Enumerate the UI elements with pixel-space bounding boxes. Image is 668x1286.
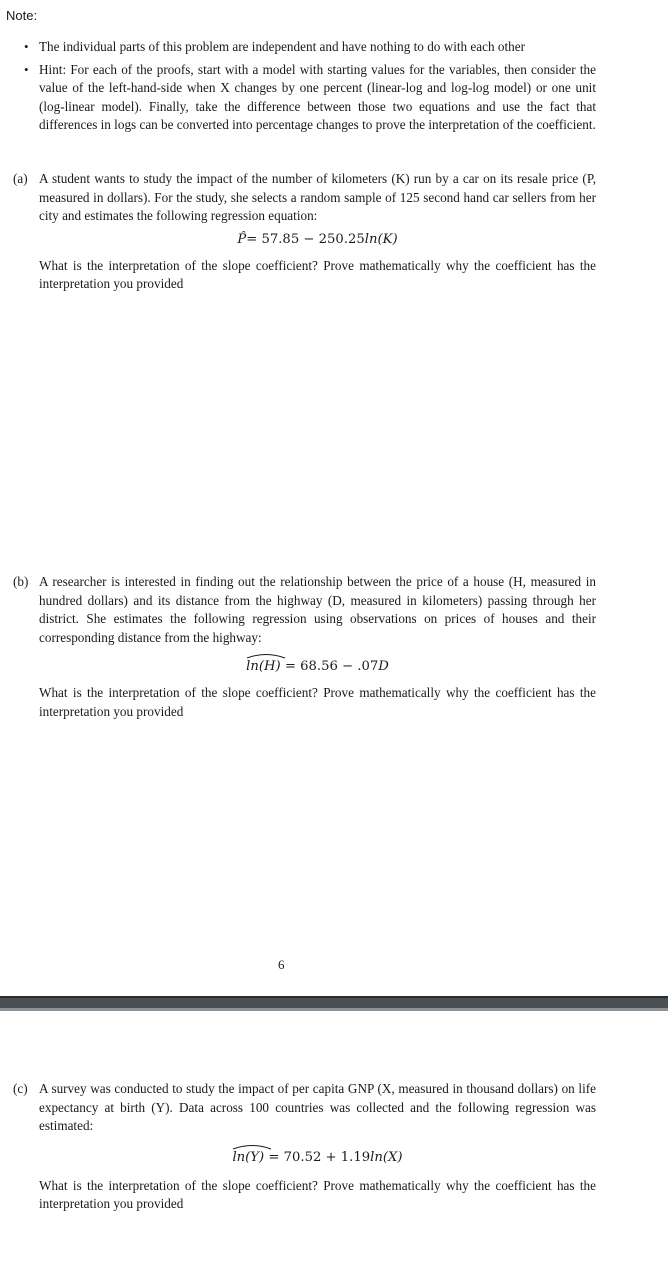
equation-constant: = 68.56 − .07 — [280, 659, 379, 674]
part-a-question: What is the interpretation of the slope coefficient? Prove mathematically why the coefficient has the interpretation you provided — [39, 257, 596, 291]
equation-lhs: ln(Y) — [232, 1149, 265, 1165]
part-c-text: A survey was conducted to study the impact of per capita GNP (X, measured in thousand dollars) on life expectancy at birth (Y). Data across 100 countries was collected and the following regression was estimated: — [39, 1081, 596, 1133]
equation-constant: = 70.52 + 1.19 — [264, 1149, 371, 1165]
part-a-label: (a) — [13, 171, 28, 186]
equation-function: ln(K) — [364, 231, 398, 247]
part-b-label: (b) — [13, 574, 29, 589]
part-b-question: What is the interpretation of the slope coefficient? Prove mathematically why the coefficient has the interpretation you provided — [39, 685, 596, 719]
note-label: Note: — [6, 8, 38, 23]
separator-top-line — [0, 996, 668, 998]
part-a-equation — [39, 232, 596, 247]
hatted-lhs — [232, 1150, 264, 1165]
part-a-text: A student wants to study the impact of the number of kilometers (K) run by a car on its resale price (P, measured in dollars). For the study, she selects a random sample of 125 second hand car sellers from her city and estimates the following regression equation: — [39, 171, 596, 223]
hint-list — [22, 38, 596, 139]
separator-bottom-line — [0, 1008, 668, 1011]
part-b — [13, 573, 596, 721]
equation-lhs: ln(H) — [246, 659, 281, 674]
equation-lhs: P̂ — [237, 231, 247, 247]
equation-constant: = 57.85 − 250.25 — [246, 231, 365, 247]
part-c-label: (c) — [13, 1081, 28, 1096]
list-item — [22, 61, 596, 135]
bullet-icon: • — [24, 39, 29, 54]
part-b-text: A researcher is interested in finding out the relationship between the price of a house (H, measured in hundred dollars) and its distance from the highway (D, measured in kilometers) passing through her district. She estimates the following regression using observations on prices of houses and their corresponding distance from the highway: — [39, 574, 596, 645]
equation-variable: D — [378, 659, 389, 674]
hatted-lhs — [246, 659, 281, 674]
part-c-question: What is the interpretation of the slope coefficient? Prove mathematically why the coefficient has the interpretation you provided — [39, 1177, 596, 1211]
part-a — [13, 170, 596, 294]
part-c — [13, 1080, 596, 1214]
bullet-text-independent: The individual parts of this problem are independent and have nothing to do with each other — [39, 39, 525, 54]
bullet-text-hint: Hint: For each of the proofs, start with a model with starting values for the variables, then consider the value of the left-hand-side when X changes by one percent (linear-log and log-log model) or one unit (log-linear model). Finally, take the difference between those two equations and use the fact that differences in logs can be converted into percentage changes to prove the interpretation of the coefficient. — [39, 61, 596, 132]
bullet-icon: • — [24, 61, 29, 77]
equation-function: ln(X) — [370, 1149, 403, 1165]
wide-hat-icon — [246, 652, 286, 659]
part-c-equation — [39, 1150, 596, 1165]
wide-hat-icon — [232, 1143, 272, 1150]
page-separator — [0, 996, 668, 1011]
part-b-equation — [39, 659, 596, 674]
list-item — [22, 38, 596, 57]
page-number: 6 — [278, 957, 285, 972]
